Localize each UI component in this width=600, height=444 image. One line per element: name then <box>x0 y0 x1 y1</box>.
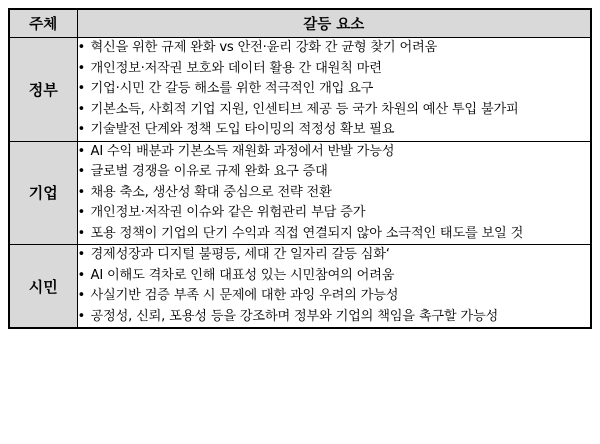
bullet-icon: • <box>77 267 86 283</box>
bullet-icon: • <box>77 40 86 55</box>
list-item <box>78 120 591 141</box>
bullet-icon: • <box>77 308 86 324</box>
header-subject: 주체 <box>9 9 77 38</box>
list-item <box>78 245 591 266</box>
bullet-icon: • <box>77 101 86 117</box>
header-conflict-elements: 갈등 요소 <box>77 9 591 38</box>
row-subject: 정부 <box>9 38 77 142</box>
bullet-icon: • <box>77 205 86 220</box>
list-item <box>78 266 591 287</box>
list-item-text: 개인정보·저작권 이슈와 같은 위험관리 부담 증가 <box>90 205 366 220</box>
bullet-icon: • <box>77 225 86 241</box>
list-item <box>78 38 591 59</box>
list-item-text: 포용 정책이 기업의 단기 수익과 직접 연결되지 않아 소극적인 태도를 보일 것 <box>90 225 524 241</box>
list-item-text: 경제성장과 디지털 불평등, 세대 간 일자리 갈등 심화‘ <box>90 247 390 262</box>
bullet-icon: • <box>77 143 86 159</box>
list-item-text: 기술발전 단계와 정책 도입 타이밍의 적정성 확보 필요 <box>90 122 395 137</box>
list-item <box>78 59 591 80</box>
list-item <box>78 203 591 224</box>
bullet-icon: • <box>77 60 86 76</box>
table-body <box>9 38 591 329</box>
row-items-cell <box>77 245 591 329</box>
list-item-text: 기본소득, 사회적 기업 지원, 인센티브 제공 등 국가 차원의 예산 투입 불가피 <box>90 101 519 117</box>
bullet-icon: • <box>77 164 86 179</box>
list-item-text: 기업·시민 간 갈등 해소를 위한 적극적인 개입 요구 <box>90 81 374 96</box>
bullet-icon: • <box>77 81 86 96</box>
conflict-item-list <box>78 245 591 327</box>
row-items-cell <box>77 38 591 142</box>
list-item-text: 개인정보·저작권 보호와 데이터 활용 간 대원칙 마련 <box>90 60 382 76</box>
conflict-table <box>8 8 592 329</box>
list-item-text: 채용 축소, 생산성 확대 중심으로 전략 전환 <box>90 184 332 200</box>
list-item <box>78 79 591 100</box>
list-item-text: 사실기반 검증 부족 시 문제에 대한 과잉 우려의 가능성 <box>90 288 399 303</box>
list-item-text: 혁신을 위한 규제 완화 vs 안전·윤리 강화 간 균형 찾기 어려움 <box>90 40 438 55</box>
table-row <box>9 141 591 245</box>
list-item <box>78 307 591 328</box>
list-item-text: 공정성, 신뢰, 포용성 등을 강조하며 정부와 기업의 책임을 촉구할 가능성 <box>90 308 499 324</box>
table-row <box>9 38 591 142</box>
row-items-cell <box>77 141 591 245</box>
list-item <box>78 224 591 245</box>
table-header-row <box>9 9 591 38</box>
row-subject: 기업 <box>9 141 77 245</box>
list-item <box>78 183 591 204</box>
list-item <box>78 100 591 121</box>
table-row <box>9 245 591 329</box>
bullet-icon: • <box>77 288 86 303</box>
list-item <box>78 286 591 307</box>
list-item-text: 글로벌 경쟁을 이유로 규제 완화 요구 증대 <box>90 164 328 179</box>
conflict-item-list <box>78 38 591 141</box>
list-item <box>78 142 591 163</box>
list-item-text: AI 수익 배분과 기본소득 재원화 과정에서 반발 가능성 <box>90 143 395 159</box>
bullet-icon: • <box>77 122 86 137</box>
bullet-icon: • <box>77 184 86 200</box>
list-item <box>78 162 591 183</box>
list-item-text: AI 이해도 격차로 인해 대표성 있는 시민참여의 어려움 <box>90 267 395 283</box>
row-subject: 시민 <box>9 245 77 329</box>
conflict-item-list <box>78 142 591 245</box>
bullet-icon: • <box>77 247 86 262</box>
